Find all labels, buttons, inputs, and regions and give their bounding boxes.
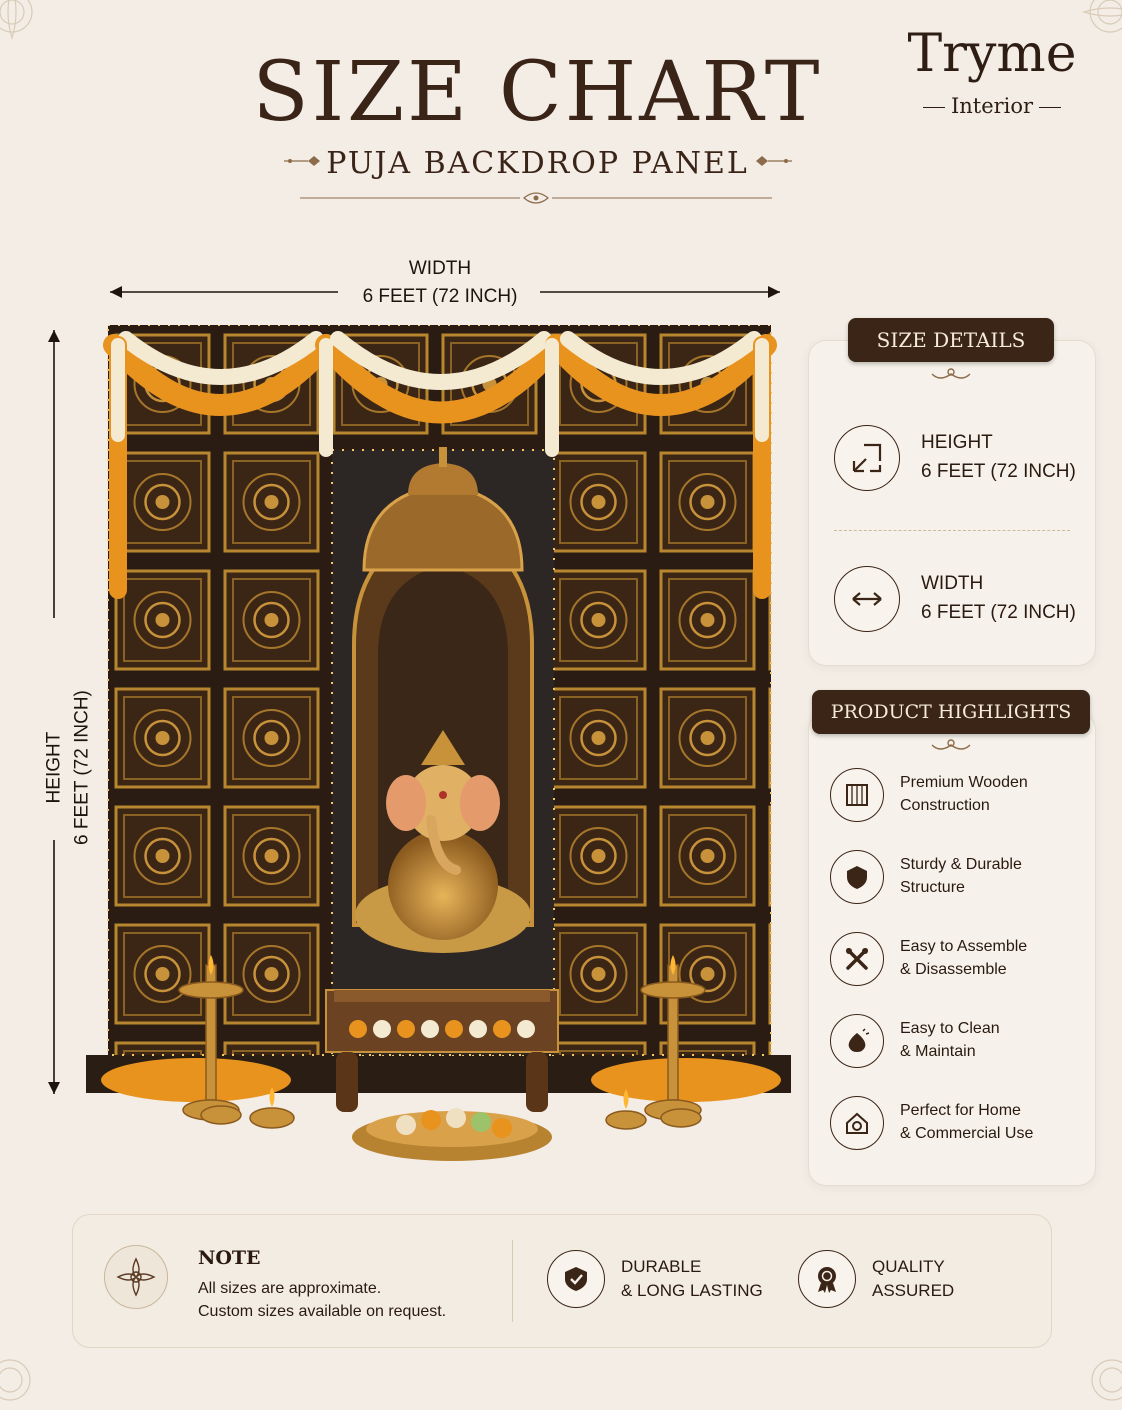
page-subtitle: PUJA BACKDROP PANEL (326, 146, 749, 181)
highlight-line2: & Commercial Use (900, 1125, 1034, 1142)
note-divider (512, 1240, 513, 1322)
product-highlights-tag: PRODUCT HIGHLIGHTS (812, 690, 1090, 734)
highlight-line2: Construction (900, 797, 990, 814)
highlight-item (900, 853, 1022, 899)
badge-line2: ASSURED (872, 1281, 955, 1300)
durable-badge (621, 1255, 763, 1303)
badge-line1: DURABLE (621, 1257, 702, 1276)
corner-ornament-top-left (0, 0, 42, 42)
size-detail-width-label: WIDTH (921, 573, 984, 594)
shield-structure-icon (830, 850, 884, 904)
tools-icon (830, 932, 884, 986)
note-body (198, 1277, 446, 1323)
brand-logo-sub (900, 94, 1084, 118)
subtitle-ornament-right (754, 152, 794, 170)
width-value: 6 FEET (72 INCH) (362, 285, 518, 307)
note-line2: Custom sizes available on request. (198, 1303, 447, 1320)
corner-ornament-bottom-left (0, 1350, 40, 1410)
cleaning-icon (830, 1014, 884, 1068)
brand-sub-text: Interior (950, 94, 1034, 118)
height-title: HEIGHT (43, 731, 65, 804)
badge-line1: QUALITY (872, 1257, 945, 1276)
highlight-line1: Premium Wooden (900, 774, 1028, 791)
highlight-item (900, 771, 1028, 817)
size-detail-height-label: HEIGHT (921, 432, 993, 453)
brand-logo-name: Tryme (907, 24, 1077, 84)
note-line1: All sizes are approximate. (198, 1280, 382, 1297)
corner-ornament-top-right (1080, 0, 1122, 42)
home-commercial-icon (830, 1096, 884, 1150)
highlight-line1: Perfect for Home (900, 1102, 1021, 1119)
highlight-line1: Sturdy & Durable (900, 856, 1022, 873)
highlight-line1: Easy to Assemble (900, 938, 1028, 955)
size-detail-height-value: 6 FEET (72 INCH) (921, 461, 1076, 482)
badge-line2: & LONG LASTING (621, 1281, 763, 1300)
product-highlights-flourish (928, 737, 974, 755)
horizontal-arrows-icon (834, 566, 900, 632)
size-details-divider (834, 530, 1070, 531)
corner-resize-icon (834, 425, 900, 491)
quality-medal-icon (798, 1250, 856, 1308)
highlight-line2: Structure (900, 879, 965, 896)
height-value: 6 FEET (72 INCH) (71, 690, 92, 845)
title-divider (300, 188, 772, 208)
size-detail-width (921, 569, 1076, 627)
width-title: WIDTH (408, 258, 472, 279)
backdrop-panel-image (86, 325, 791, 1165)
size-details-flourish (928, 366, 974, 384)
highlight-item (900, 1017, 1000, 1063)
highlight-item (900, 1099, 1033, 1145)
width-dimension-label (300, 255, 580, 310)
quality-badge (872, 1255, 954, 1303)
note-title: NOTE (198, 1247, 261, 1269)
size-detail-width-value: 6 FEET (72 INCH) (921, 602, 1076, 623)
highlight-line1: Easy to Clean (900, 1020, 1000, 1037)
highlight-line2: & Disassemble (900, 961, 1007, 978)
shield-check-icon (547, 1250, 605, 1308)
corner-ornament-bottom-right (1082, 1350, 1122, 1410)
highlight-item (900, 935, 1027, 981)
size-details-tag: SIZE DETAILS (848, 318, 1054, 362)
size-detail-height (921, 428, 1076, 486)
mandala-icon (104, 1245, 168, 1309)
wood-panel-icon (830, 768, 884, 822)
highlight-line2: & Maintain (900, 1043, 976, 1060)
page-title: SIZE CHART (252, 45, 823, 140)
